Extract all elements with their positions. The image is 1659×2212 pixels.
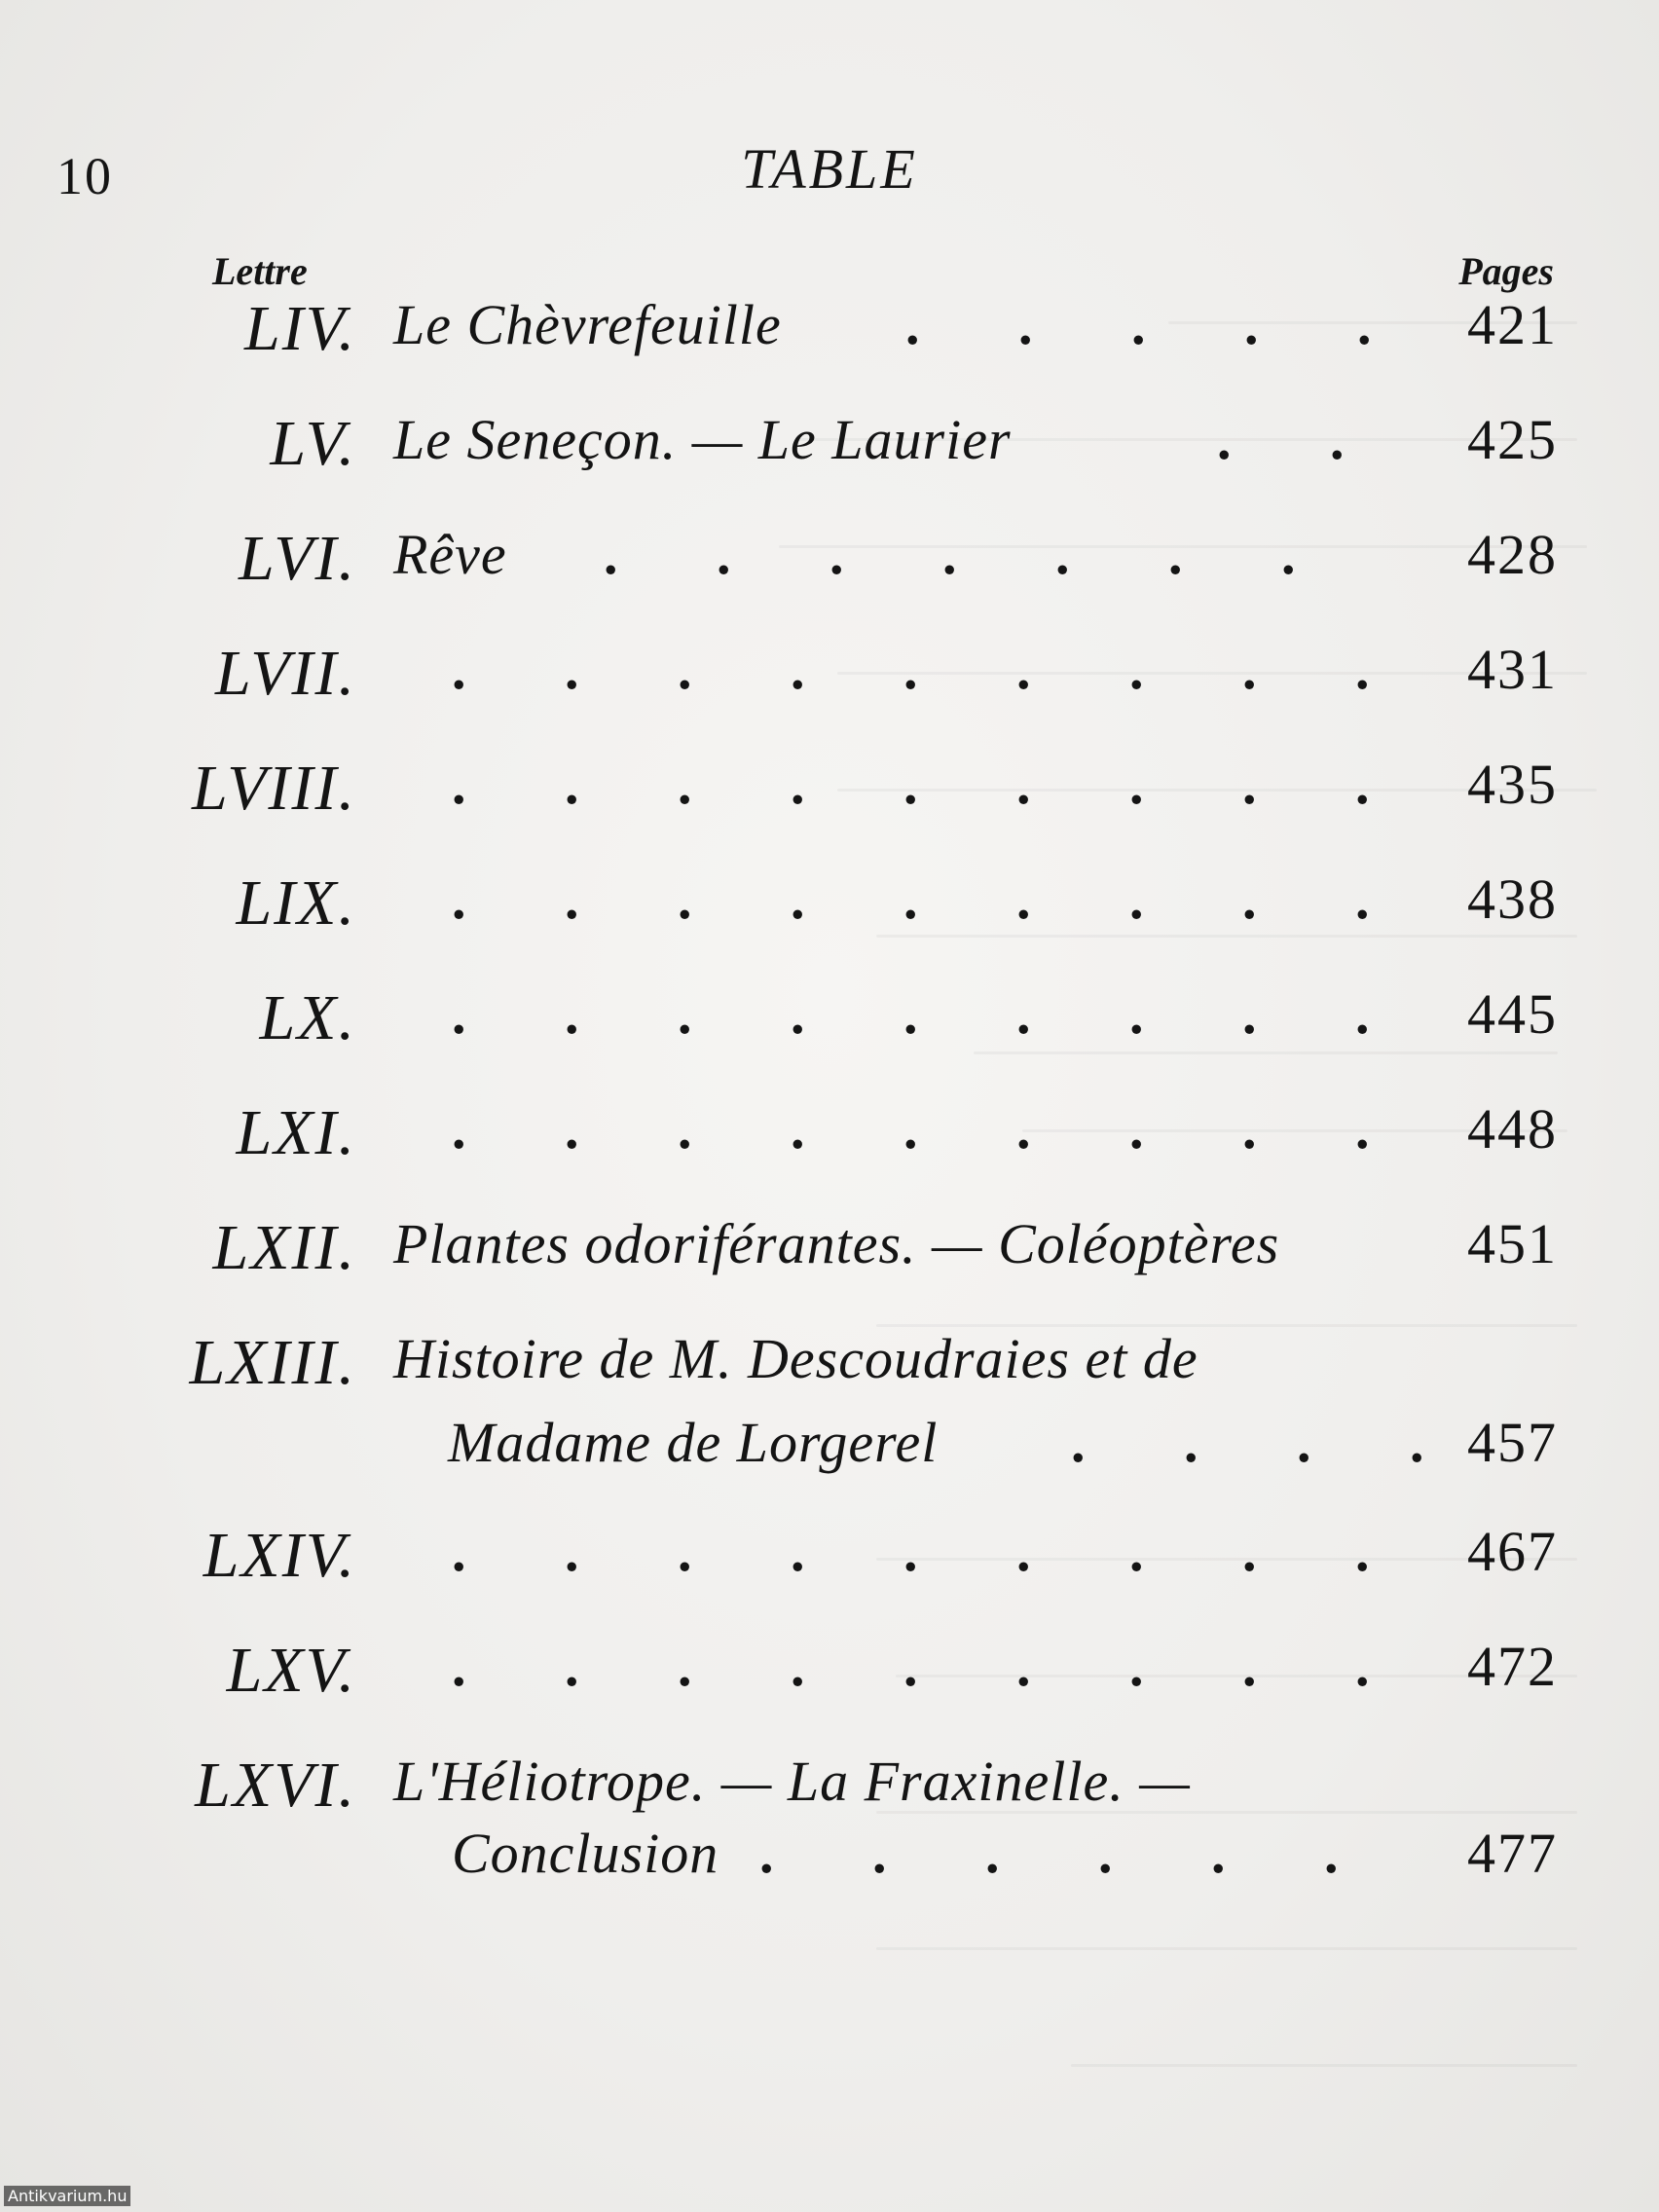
page-ref: 428 [1467, 523, 1558, 586]
dot-leader: . . . . . . . . . [452, 982, 1370, 1046]
entry-title: Le Seneçon. — Le Laurier [393, 408, 1012, 471]
letter-numeral: LIX. [236, 867, 356, 939]
dot-leader: . . . . . . . . . [452, 1520, 1370, 1583]
entry-title: Le Chèvrefeuille [393, 293, 782, 356]
dot-leader: . . . . . . . . . [452, 867, 1370, 931]
page-ref: 438 [1467, 867, 1558, 931]
letter-numeral: LV. [270, 408, 356, 479]
dot-leader: . . . . . . . . . [452, 753, 1370, 816]
entry-title: Plantes odoriférantes. — Coléoptères [393, 1212, 1280, 1275]
letter-numeral: LXIII. [189, 1327, 356, 1398]
entry-title-continued: Madame de Lorgerel [448, 1411, 939, 1474]
entry-title: L'Héliotrope. — La Fraxinelle. — [393, 1750, 1191, 1813]
watermark: Antikvarium.hu [4, 2186, 130, 2206]
letter-numeral: LX. [259, 982, 356, 1053]
page-number: 10 [56, 147, 113, 205]
dot-leader: . . . . [1071, 1411, 1424, 1474]
page-ref: 457 [1467, 1411, 1558, 1474]
entry-title: Rêve [393, 523, 507, 586]
page-ref: 448 [1467, 1097, 1558, 1161]
letter-numeral: LXIV. [203, 1520, 356, 1591]
page-ref: 451 [1467, 1212, 1558, 1275]
page-ref: 472 [1467, 1635, 1558, 1698]
letter-numeral: LVII. [214, 638, 356, 709]
letter-numeral: LXVI. [195, 1750, 356, 1821]
dot-leader: . . . . . . [759, 1822, 1339, 1885]
entry-title: Histoire de M. Descoudraies et de [393, 1327, 1198, 1390]
letter-numeral: LXI. [236, 1097, 356, 1168]
page-ref: 477 [1467, 1822, 1558, 1885]
page-ref: 431 [1467, 638, 1558, 701]
dot-leader: . . [1217, 408, 1345, 471]
dot-leader: . . . . . . . [604, 523, 1296, 586]
entry-title-continued: Conclusion [452, 1822, 719, 1885]
column-header-lettre: Lettre [212, 249, 308, 293]
column-header-pages: Pages [1458, 249, 1554, 293]
dot-leader: . . . . . [905, 293, 1372, 356]
letter-numeral: LXII. [212, 1212, 356, 1283]
dot-leader: . . . . . . . . . [452, 1097, 1370, 1161]
dot-leader: . . . . . . . . . [452, 1635, 1370, 1698]
page-ref: 467 [1467, 1520, 1558, 1583]
page-ref: 445 [1467, 982, 1558, 1046]
dot-leader: . . . . . . . . . [452, 638, 1370, 701]
running-title: TABLE [741, 137, 918, 201]
letter-numeral: LIV. [244, 293, 356, 364]
letter-numeral: LVI. [238, 523, 356, 594]
page-ref: 425 [1467, 408, 1558, 471]
page-ref: 421 [1467, 293, 1558, 356]
letter-numeral: LXV. [226, 1635, 356, 1706]
page-ref: 435 [1467, 753, 1558, 816]
letter-numeral: LVIII. [191, 753, 356, 824]
